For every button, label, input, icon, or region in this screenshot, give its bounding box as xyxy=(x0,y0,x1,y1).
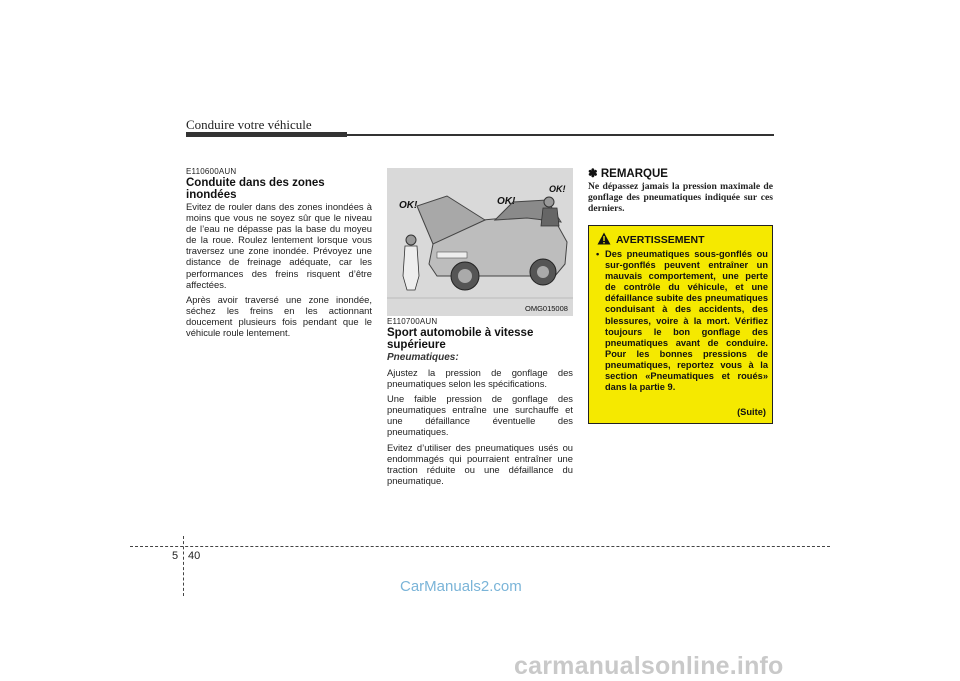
warning-text: Des pneumatiques sous-gonflés ou sur-gonflés peuvent entraîner un mauvais comportement, une perte de contrôle du véhicule, et une défaillance subite des pneumatiques conduisant à des accidents, des blessures, voire à la mort. Vérifiez toujours le bon gonflage des pneumatiques avant de conduire. Pour les bonnes pressions de pneumatiques, reportez vous à la section «Pneumatiques et roués» dans la partie 9. xyxy=(605,249,768,393)
figure-caption: OMG015008 xyxy=(525,304,568,313)
ok-label: OK! xyxy=(497,196,516,207)
remark-symbol-icon: ✽ xyxy=(588,168,598,180)
ok-label: OK! xyxy=(399,200,418,211)
remark-title: REMARQUE xyxy=(600,168,668,180)
page-number: 40 xyxy=(188,550,201,562)
remark-text: Ne dépassez jamais la pression maximale de gonflage des pneumatiques indiquée sur ces derniers. xyxy=(588,181,773,215)
header-rule xyxy=(186,134,774,136)
heading-line: Conduite dans des zones xyxy=(186,177,325,189)
warning-box xyxy=(588,225,773,424)
warning-triangle-icon xyxy=(597,232,611,250)
footer-rule xyxy=(130,546,830,547)
paragraph: Evitez d’utiliser des pneumatiques usés ou endommagés qui pourraient entraîner une traction réduite ou une défaillance du pneumatique. xyxy=(387,441,573,486)
watermark-text: carmanualsonline.info xyxy=(514,652,784,680)
heading-line: supérieure xyxy=(387,339,446,351)
section-body xyxy=(186,201,372,342)
continued-label: (Suite) xyxy=(737,407,766,417)
remark-heading xyxy=(588,166,668,180)
watermark-link[interactable]: CarManuals2.com xyxy=(400,578,522,595)
warning-title: AVERTISSEMENT xyxy=(616,234,705,246)
section-heading xyxy=(186,177,376,201)
car-illustration xyxy=(387,168,573,316)
heading-line: inondées xyxy=(186,189,237,201)
section-heading xyxy=(387,327,577,351)
section-body xyxy=(387,367,573,490)
section-code: E110700AUN xyxy=(387,317,438,326)
heading-line: Sport automobile à vitesse xyxy=(387,327,534,339)
warning-bullet: • xyxy=(596,249,600,259)
page-header-title: Conduire votre véhicule xyxy=(186,117,312,132)
ok-label: OK! xyxy=(549,184,566,194)
paragraph: Après avoir traversé une zone inondée, séchez les freins en les actionnant doucement plusieurs fois pendant que le véhicule roule lentement. xyxy=(186,293,372,339)
footer-divider xyxy=(183,536,184,596)
chapter-number: 5 xyxy=(172,550,179,562)
paragraph: Une faible pression de gonflage des pneumatiques entraîne une surchauffe et une défaillance éventuelle des pneumatiques. xyxy=(387,393,573,438)
paragraph: Ajustez la pression de gonflage des pneumatiques selon les spécifications. xyxy=(387,367,573,390)
section-code: E110600AUN xyxy=(186,167,237,176)
paragraph: Evitez de rouler dans des zones inondées à moins que vous ne soyez sûr que le niveau de l’eau ne dépasse pas la base du moyeu de la roue. Roulez lentement lorsque vous traversez une zone inondée. Prévoyez une distance de freinage adéquate, car les performances des freins risquent d’être affectées. xyxy=(186,201,372,290)
subheading: Pneumatiques: xyxy=(387,352,459,363)
